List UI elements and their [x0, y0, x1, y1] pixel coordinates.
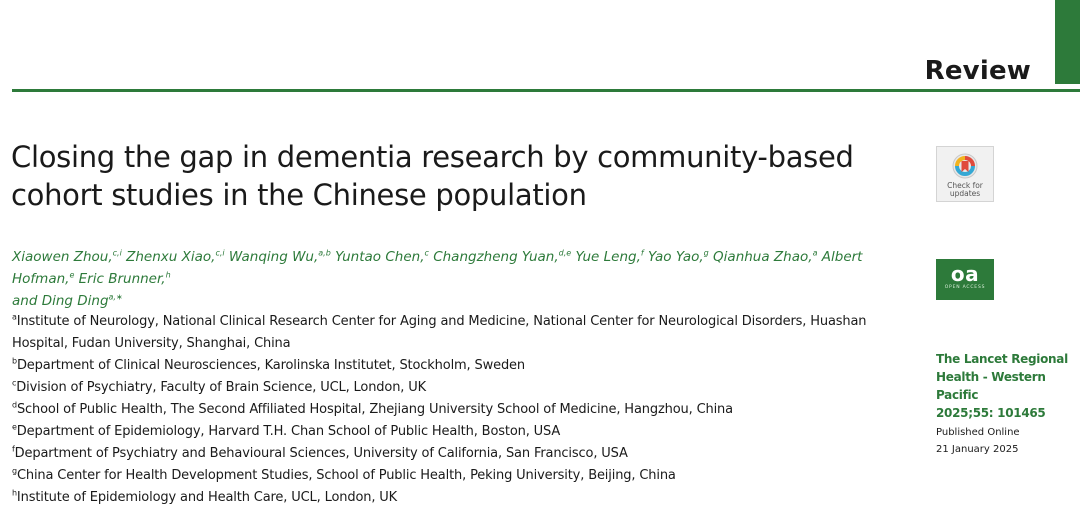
author-affiliation-marker[interactable]: g	[703, 248, 709, 258]
affiliation-item	[12, 399, 922, 421]
check-for-updates-label: Check for updates	[947, 181, 983, 198]
journal-name[interactable]: The Lancet Regional Health - Western Pacific	[936, 352, 1068, 402]
affiliation-item	[12, 355, 922, 377]
open-access-logo: oa	[950, 262, 980, 286]
author-name[interactable]: Eric Brunner,	[78, 271, 166, 287]
affiliation-text: China Center for Health Development Studies, School of Public Health, Peking University, Beijing, China	[16, 468, 676, 483]
author-affiliation-marker[interactable]: h	[165, 270, 171, 280]
affiliation-marker: d	[12, 400, 17, 410]
check-for-updates-badge[interactable]	[936, 146, 994, 202]
author-affiliation-marker[interactable]: a	[812, 248, 818, 258]
affiliation-item	[12, 443, 922, 465]
affiliation-item	[12, 377, 922, 399]
open-access-label: OPEN ACCESS	[944, 285, 986, 290]
affiliation-text: Department of Epidemiology, Harvard T.H. Chan School of Public Health, Boston, USA	[16, 424, 561, 439]
author-name[interactable]: Yao Yao,	[648, 249, 704, 265]
affiliation-text: Department of Psychiatry and Behavioural Sciences, University of California, San Francisco, USA	[14, 446, 628, 461]
header-rule	[12, 89, 1080, 92]
affiliation-marker: h	[12, 488, 17, 498]
publication-date: Published Online 21 January 2025	[936, 427, 1020, 455]
affiliation-marker: g	[12, 466, 17, 476]
author-affiliation-marker[interactable]: a,∗	[108, 292, 123, 302]
author-name[interactable]: Zhenxu Xiao,	[126, 249, 216, 265]
author-affiliation-marker[interactable]: d,e	[558, 248, 572, 258]
affiliation-marker: a	[12, 312, 17, 322]
affiliation-list	[12, 311, 922, 509]
affiliation-item	[12, 311, 922, 355]
affiliation-text: Division of Psychiatry, Faculty of Brain Science, UCL, London, UK	[16, 380, 427, 395]
author-affiliation-marker[interactable]: c	[424, 248, 429, 258]
journal-citation[interactable]: 2025;55: 101465	[936, 406, 1046, 420]
affiliation-text: Institute of Epidemiology and Health Care, UCL, London, UK	[16, 490, 398, 505]
author-name[interactable]: Xiaowen Zhou,	[12, 249, 113, 265]
open-access-badge	[936, 259, 994, 300]
affiliation-text: School of Public Health, The Second Affiliated Hospital, Zhejiang University School of Medicine, Hangzhou, China	[16, 402, 733, 417]
author-list	[12, 246, 912, 312]
author-affiliation-marker[interactable]: e	[69, 270, 75, 280]
affiliation-text: Department of Clinical Neurosciences, Karolinska Institutet, Stockholm, Sweden	[16, 358, 525, 373]
affiliation-marker: e	[12, 422, 17, 432]
author-name[interactable]: and Ding Ding	[12, 293, 109, 309]
crossmark-icon	[951, 152, 979, 180]
affiliation-text: Institute of Neurology, National Clinical Research Center for Aging and Medicine, National Center for Neurological Disorders, Huashan Hospital, Fudan University, Shanghai, China	[12, 314, 867, 351]
section-label: Review	[924, 56, 1031, 86]
affiliation-item	[12, 421, 922, 443]
affiliation-marker: c	[12, 378, 17, 388]
author-name[interactable]: Changzheng Yuan,	[433, 249, 559, 265]
author-affiliation-marker[interactable]: a,b	[318, 248, 331, 258]
author-affiliation-marker[interactable]: c,i	[215, 248, 225, 258]
affiliation-marker: f	[12, 444, 15, 454]
article-title: Closing the gap in dementia research by community-based cohort studies in the Chinese population	[11, 140, 854, 212]
author-name[interactable]: Yue Leng,	[575, 249, 641, 265]
author-name[interactable]: Yuntao Chen,	[335, 249, 425, 265]
author-affiliation-marker[interactable]: f	[640, 248, 644, 258]
header-accent-bar	[1055, 0, 1080, 84]
author-name[interactable]: Wanqing Wu,	[228, 249, 319, 265]
journal-info	[936, 350, 1080, 458]
author-affiliation-marker[interactable]: c,i	[112, 248, 122, 258]
author-name[interactable]: Albert Hofman,	[12, 249, 863, 287]
author-name[interactable]: Qianhua Zhao,	[713, 249, 813, 265]
affiliation-marker: b	[12, 356, 17, 366]
affiliation-item	[12, 465, 922, 487]
